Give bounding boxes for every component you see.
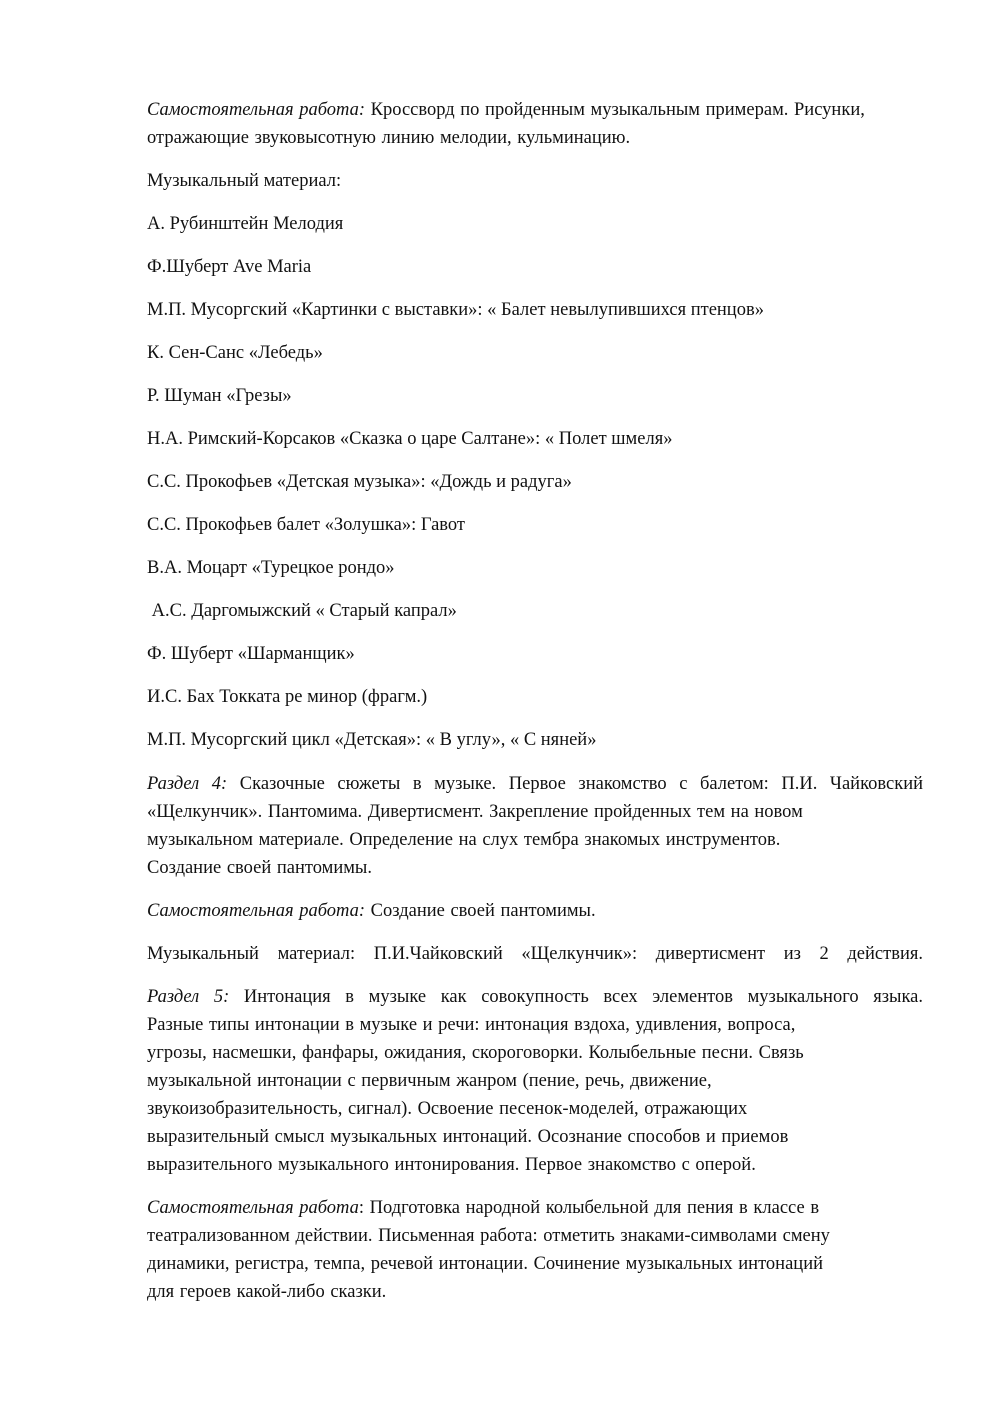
paragraph-text: Сказочные сюжеты в музыке. Первое знакомство с балетом: П.И. Чайковский [227,774,923,794]
paragraph-text: музыкальном материале. Определение на слух тембра знакомых инструментов. [147,830,781,850]
independent-work-paragraph-1 [147,96,923,152]
list-item: Ф.Шуберт Ave Maria [147,257,312,277]
section-label: Раздел 4: [147,774,228,794]
paragraph-text: Создание своей пантомимы. [147,858,372,878]
paragraph-text: музыкальной интонации с первичным жанром (пение, речь, движение, [147,1071,712,1091]
list-item: К. Сен-Санс «Лебедь» [147,343,323,363]
paragraph-text: Кроссворд по пройденным музыкальным примерам. Рисунки, [365,100,865,120]
list-item: М.П. Мусоргский цикл «Детская»: « В углу», « С няней» [147,730,597,750]
independent-work-label: Самостоятельная работа [147,1198,359,1218]
paragraph-text: звукоизобразительность, сигнал). Освоение песенок-моделей, отражающих [147,1099,748,1119]
list-item: М.П. Мусоргский «Картинки с выставки»: « Балет невылупившихся птенцов» [147,300,764,320]
music-material-list [147,210,923,754]
list-item: Р. Шуман «Грезы» [147,386,292,406]
document-page [147,96,923,1306]
section-label: Раздел 5: [147,987,230,1007]
material-heading: Музыкальный материал: [147,171,342,191]
list-item: С.С. Прокофьев балет «Золушка»: Гавот [147,515,465,535]
paragraph-text: динамики, регистра, темпа, речевой интонации. Сочинение музыкальных интонаций [147,1254,823,1274]
paragraph-text: Музыкальный материал: П.И.Чайковский «Щелкунчик»: дивертисмент из 2 действия. [147,944,923,964]
list-item: Ф. Шуберт «Шарманщик» [147,644,355,664]
material-paragraph-2 [147,940,923,968]
paragraph-text: угрозы, насмешки, фанфары, ожидания, скороговорки. Колыбельные песни. Связь [147,1043,804,1063]
list-item: И.С. Бах Токката ре минор (фрагм.) [147,687,428,707]
list-item: А. Рубинштейн Мелодия [147,214,344,234]
section-4-paragraph [147,770,923,882]
paragraph-text: Создание своей пантомимы. [365,901,596,921]
list-item: С.С. Прокофьев «Детская музыка»: «Дождь и радуга» [147,472,572,492]
paragraph-text: театрализованном действии. Письменная работа: отметить знаками-символами смену [147,1226,830,1246]
paragraph-text: : Подготовка народной колыбельной для пения в классе в [358,1198,820,1218]
paragraph-text: для героев какой-либо сказки. [147,1282,387,1302]
paragraph-text: выразительного музыкального интонирования. Первое знакомство с оперой. [147,1155,756,1175]
list-item: Н.А. Римский-Корсаков «Сказка о царе Салтане»: « Полет шмеля» [147,429,673,449]
list-item: А.С. Даргомыжский « Старый капрал» [147,601,457,621]
independent-work-paragraph-3 [147,1194,923,1306]
paragraph-text: выразительный смысл музыкальных интонаций. Осознание способов и приемов [147,1127,789,1147]
paragraph-text: отражающие звуковысотную линию мелодии, кульминацию. [147,128,631,148]
paragraph-text: Разные типы интонации в музыке и речи: интонация вздоха, удивления, вопроса, [147,1015,796,1035]
independent-work-label: Самостоятельная работа: [147,100,366,120]
list-item: В.А. Моцарт «Турецкое рондо» [147,558,395,578]
section-5-paragraph [147,983,923,1179]
paragraph-text: «Щелкунчик». Пантомима. Дивертисмент. Закрепление пройденных тем на новом [147,802,803,822]
independent-work-label: Самостоятельная работа: [147,901,366,921]
paragraph-text: Интонация в музыке как совокупность всех элементов музыкального языка. [229,987,923,1007]
independent-work-paragraph-2 [147,897,923,925]
